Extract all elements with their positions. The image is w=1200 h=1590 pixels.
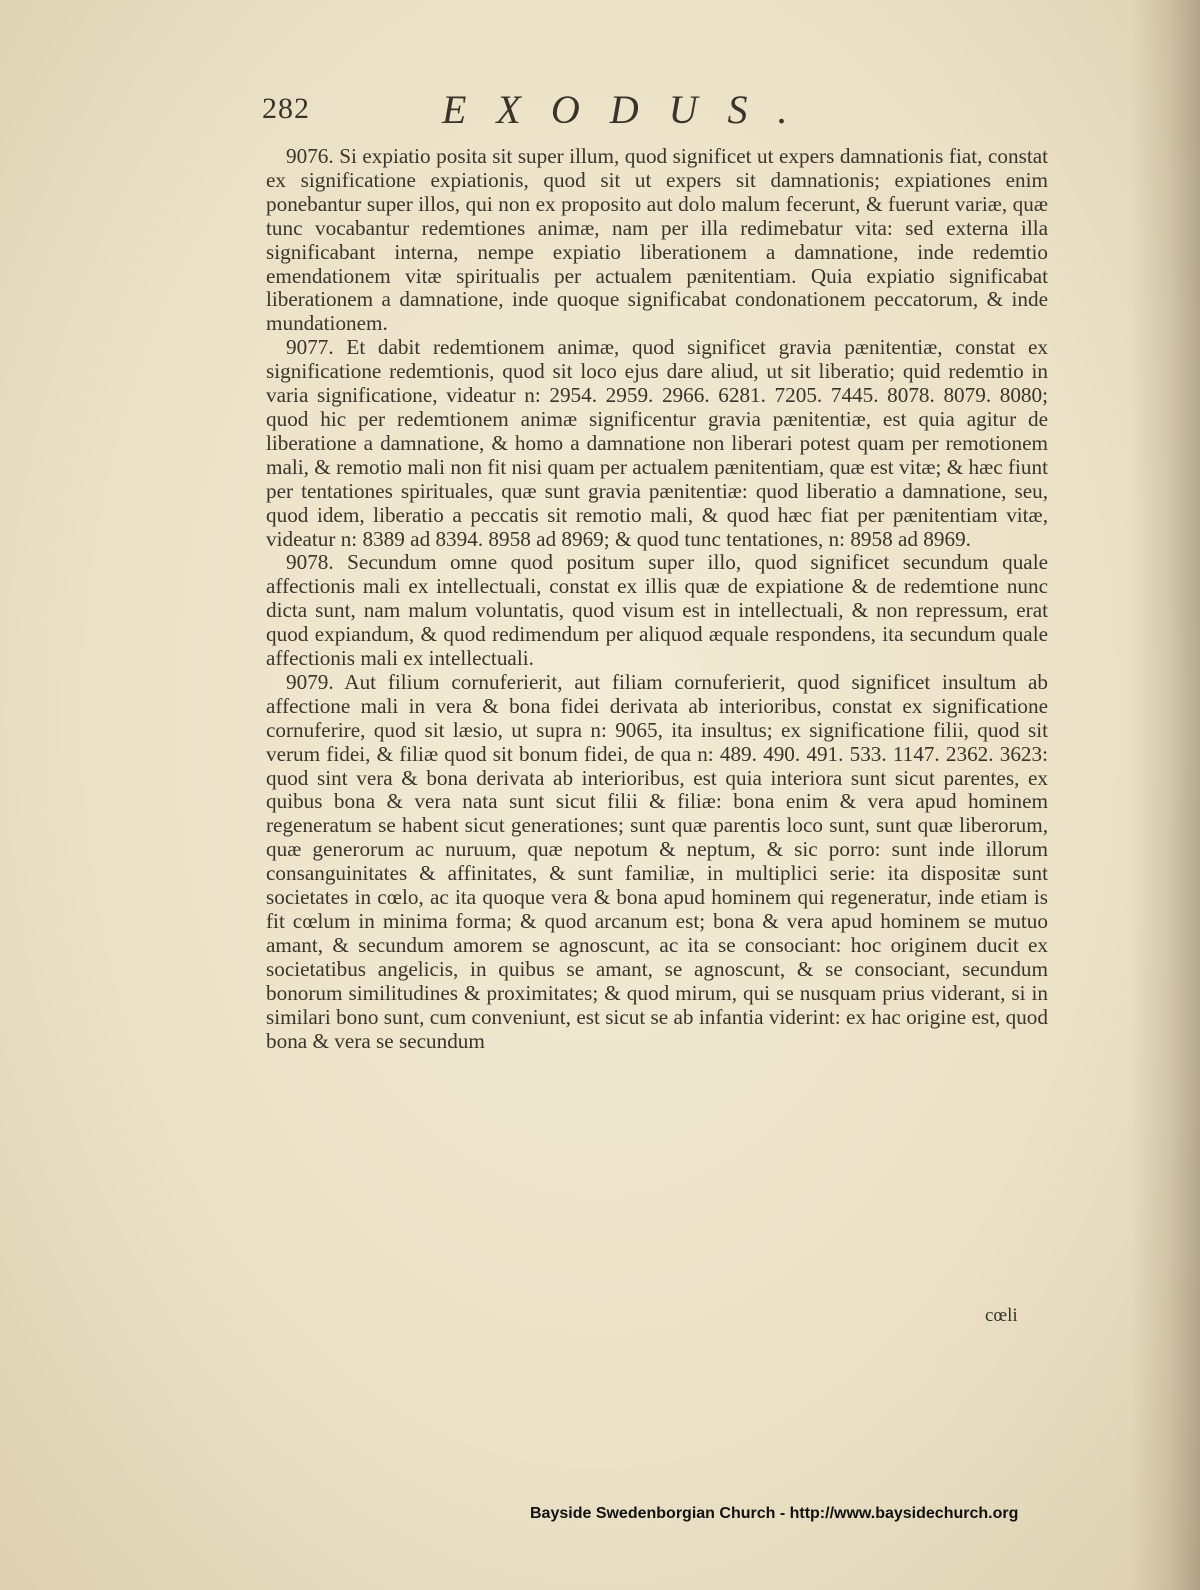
paragraph-9077: 9077. Et dabit redemtionem animæ, quod significet gravia pænitentiæ, constat ex significatione redemtionis, quod sit loco ejus dare aliud, ut sit liberatio; quid redemtio in varia significatione, videatur n: 2954. 2959. 2966. 6281. 7205. 7445. 8078. 8079. 8080; quod hic per redemtionem animæ significentur gravia pænitentiæ, est quia agitur de liberatione a damnatione, & homo a damnatione non liberari potest quam per remotionem mali, & remotio mali non fit nisi quam per actualem pænitentiam, quæ est vitæ; & hæc fiunt per tentationes spirituales, quæ sunt gravia pænitentiæ: quod liberatio a damnatione, seu, quod idem, liberatio a peccatis sit remotio mali, & quod hæc fiat per pænitentiam vitæ, videatur n: 8389 ad 8394. 8958 ad 8969; & quod tunc tentationes, n: 8958 ad 8969. bbox=[266, 335, 1048, 551]
running-title: EXODUS. bbox=[442, 87, 818, 132]
body-text bbox=[266, 145, 1048, 1053]
source-footer: Bayside Swedenborgian Church - http://www.baysidechurch.org bbox=[530, 1505, 1019, 1522]
catchword: cœli bbox=[985, 1305, 1018, 1326]
page-header bbox=[262, 86, 902, 136]
paragraph-9079: 9079. Aut filium cornuferierit, aut filiam cornuferierit, quod significet insultum ab affectione mali in vera & bona fidei derivata ab interioribus, constat ex significatione cornuferire, quod sit læsio, ut supra n: 9065, ita insultus; ex significatione filii, quod sit verum fidei, & filiæ quod sit bonum fidei, de qua n: 489. 490. 491. 533. 1147. 2362. 3623: quod sint vera & bona derivata ab interioribus, est quia interiora sunt sicut parentes, ex quibus bona & vera nata sunt sicut filii & filiæ: bona enim & vera apud hominem regeneratum se habent sicut generationes; sunt quæ parentis loco sunt, sunt quæ liberorum, quæ generorum ac nuruum, quæ nepotum & neptum, & sic porro: sunt inde illorum consanguinitates & affinitates, & sunt familiæ, in multiplici serie: ita dispositæ sunt societates in cœlo, ac ita quoque vera & bona apud hominem qui regeneratur, inde etiam is fit cœlum in minima forma; & quod arcanum est; bona & vera apud hominem se mutuo amant, & secundum amorem se agnoscunt, ac ita se consociant: hoc originem ducit ex societatibus angelicis, in quibus se amant, se agnoscunt, & se consociant, secundum bonorum similitudines & proximitates; & quod mirum, qui se nusquam prius viderant, si in similari bono sunt, cum conveniunt, est sicut se ab infantia viderint: ex hac origine est, quod bona & vera se secundum bbox=[266, 669, 1048, 1053]
page-number: 282 bbox=[262, 92, 310, 125]
paragraph-9078: 9078. Secundum omne quod positum super illo, quod significet secundum quale affectionis mali ex intellectuali, constat ex illis quæ de expiatione & de redemtione nunc dicta sunt, nam malum voluntatis, quod visum est in intellectuali, & non repressum, erat quod expiandum, & quod redimendum per aliquod æquale respondens, ita secundum quale affectionis mali ex intellectuali. bbox=[266, 550, 1048, 671]
page-gutter-shadow bbox=[1130, 0, 1200, 1590]
paragraph-9076: 9076. Si expiatio posita sit super illum, quod significet ut expers damnationis fiat, constat ex significatione expiationis, quod sit ut expers sit damnationis; expiationes enim ponebantur super illos, qui non ex proposito aut dolo malum fecerunt, & fuerunt variæ, quæ tunc vocabantur redemtiones animæ, nam per illa redimebatur vita: sed externa illa significabant interna, nempe expiatio liberationem a damnatione, inde redemtio emendationem vitæ spiritualis per actualem pænitentiam. Quia expiatio significabat liberationem a damnatione, inde quoque significabat condonationem peccatorum, & inde mundationem. bbox=[266, 144, 1048, 336]
